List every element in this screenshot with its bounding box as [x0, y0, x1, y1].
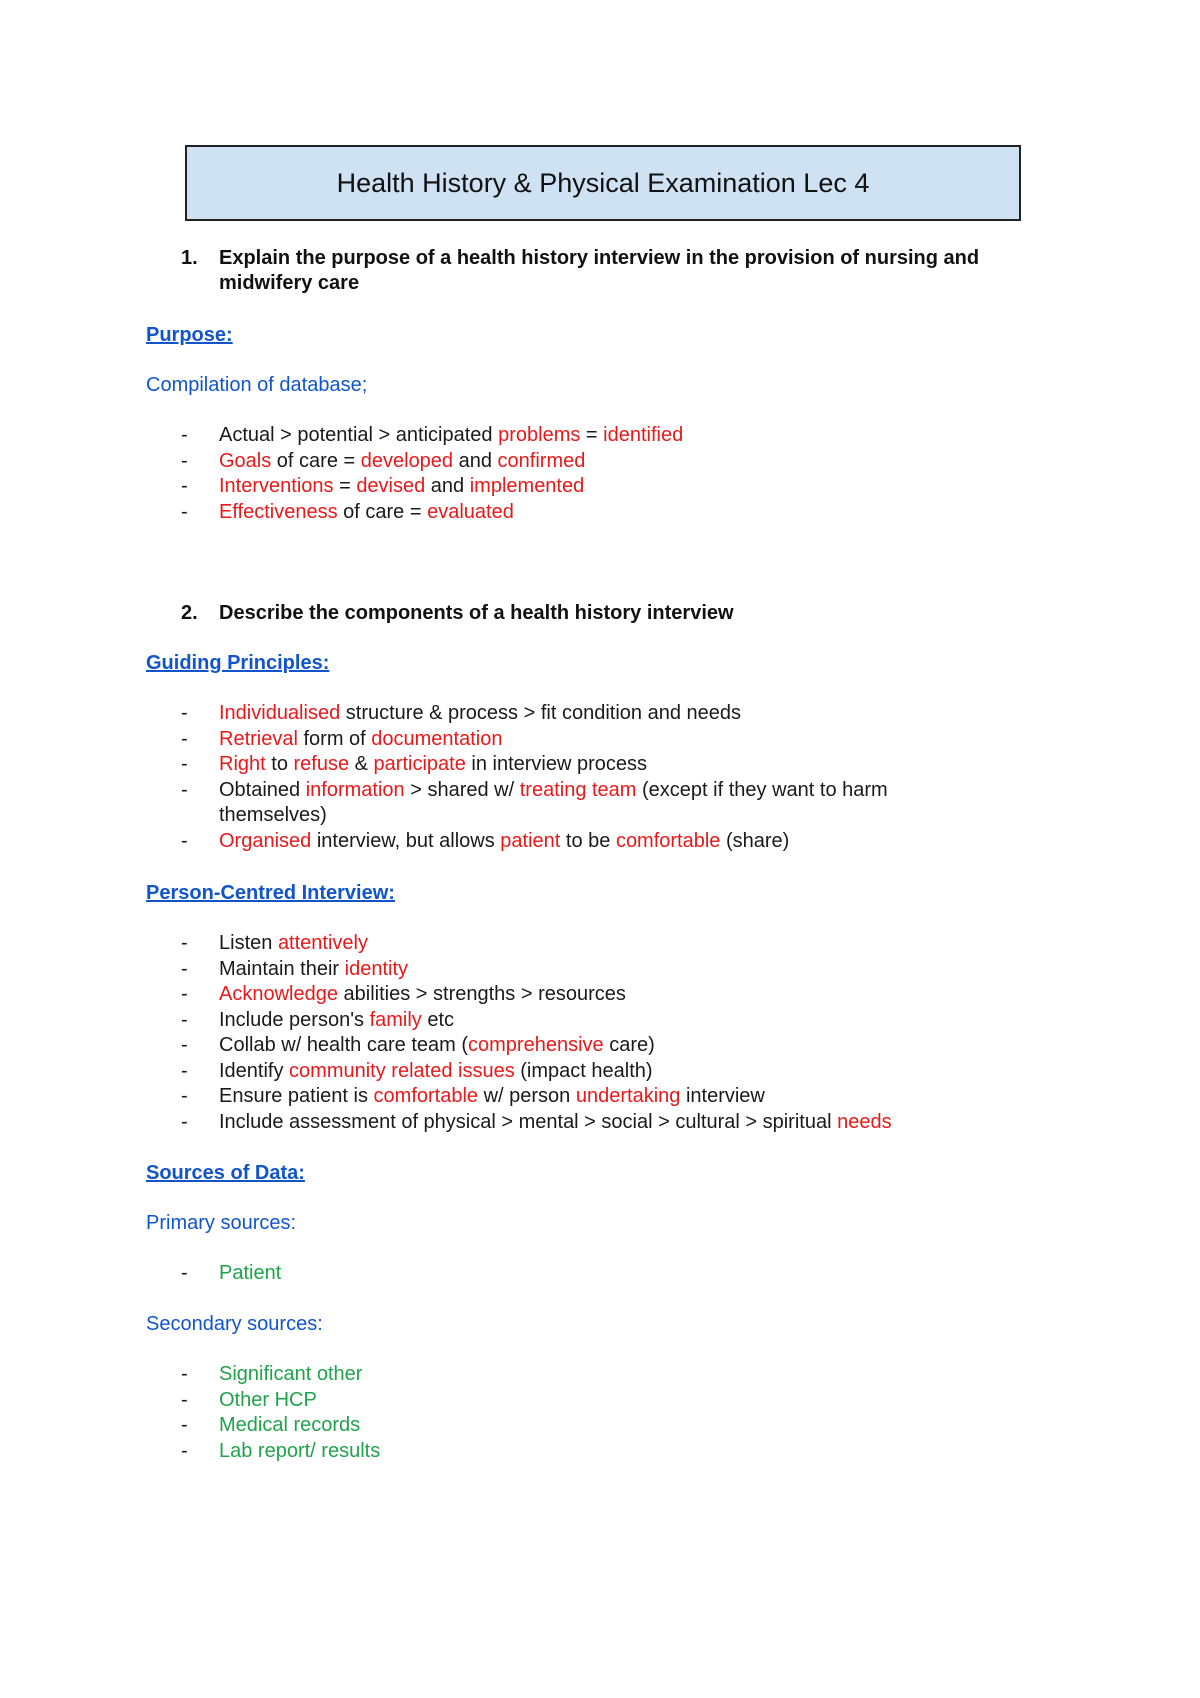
list-item	[181, 829, 1001, 855]
highlighted-term: treating team	[519, 778, 637, 801]
bullet-dash: -	[181, 449, 188, 472]
text-run: to be	[560, 829, 616, 852]
question-2	[181, 601, 1041, 626]
bullet-dash: -	[181, 1059, 188, 1082]
text-run: interview, but allows	[311, 829, 501, 852]
list-item	[181, 1362, 1001, 1388]
primary-sources-label: Primary sources:	[146, 1212, 297, 1234]
text-run: Ensure patient is	[219, 1085, 374, 1107]
highlighted-term: Retrieval	[219, 727, 298, 750]
list-item	[181, 957, 1001, 983]
bullet-dash: -	[181, 1034, 188, 1056]
text-run: &	[349, 753, 374, 775]
secondary-sources-label: Secondary sources:	[146, 1313, 323, 1335]
list-item	[181, 449, 1001, 475]
highlighted-term: needs	[837, 1110, 892, 1133]
text-run: Listen	[219, 932, 278, 954]
source-item: Significant other	[219, 1363, 363, 1385]
question-text: Explain the purpose of a health history interview in the provision of nursing and midwifery care	[219, 247, 980, 294]
bullet-dash: -	[181, 1008, 188, 1031]
list-item	[181, 701, 1001, 727]
bullet-dash: -	[181, 1363, 188, 1385]
bullet-dash: -	[181, 932, 188, 954]
list-item	[181, 1388, 1001, 1414]
question-number: 1.	[181, 247, 198, 269]
list-item	[181, 423, 1001, 449]
highlighted-term: family	[369, 1008, 422, 1031]
text-run: of care =	[271, 449, 361, 472]
text-run: =	[580, 424, 604, 446]
highlighted-term: devised	[356, 475, 426, 497]
sources-heading: Sources of Data:	[146, 1162, 305, 1184]
purpose-list	[181, 423, 1001, 525]
highlighted-term: Right	[219, 753, 266, 775]
text-run: in interview process	[465, 753, 648, 775]
list-item	[181, 982, 1001, 1008]
highlighted-term: identified	[603, 424, 684, 446]
highlighted-term: attentively	[277, 932, 368, 954]
bullet-dash: -	[181, 500, 188, 523]
bullet-dash: -	[181, 1262, 188, 1284]
highlighted-term: participate	[373, 753, 466, 775]
list-item	[181, 1033, 1001, 1059]
text-run: Collab w/ health care team (	[219, 1034, 469, 1056]
highlighted-term: identity	[344, 957, 408, 980]
text-run: Include assessment of physical > mental > social > cultural > spiritual	[219, 1110, 838, 1133]
text-run: form of	[297, 727, 372, 750]
text-run: w/ person	[478, 1085, 576, 1107]
person-centred-heading: Person-Centred Interview:	[146, 882, 395, 904]
list-item	[181, 1439, 1001, 1465]
guiding-principles-heading: Guiding Principles:	[146, 652, 330, 674]
bullet-dash: -	[181, 983, 188, 1005]
text-run: Actual > potential > anticipated	[219, 424, 499, 446]
highlighted-term: Acknowledge	[219, 983, 338, 1005]
highlighted-term: patient	[500, 829, 561, 852]
document-title: Health History & Physical Examination Lec 4	[185, 145, 1021, 221]
bullet-dash: -	[181, 1439, 188, 1462]
highlighted-term: undertaking	[575, 1085, 681, 1107]
list-item	[181, 500, 1001, 526]
highlighted-term: Individualised	[219, 702, 341, 724]
text-run: Include person's	[219, 1008, 370, 1031]
question-text: Describe the components of a health history interview	[219, 602, 734, 624]
text-run: structure & process > fit condition and needs	[340, 702, 741, 724]
list-item	[181, 727, 1001, 753]
bullet-dash: -	[181, 957, 188, 980]
list-item	[181, 778, 1001, 829]
text-run: Obtained	[219, 778, 306, 801]
bullet-dash: -	[181, 475, 188, 497]
list-item	[181, 1413, 1001, 1439]
highlighted-term: community related issues	[289, 1059, 515, 1082]
purpose-subtitle: Compilation of database;	[146, 374, 368, 396]
list-item	[181, 1008, 1001, 1034]
text-run: =	[333, 475, 357, 497]
text-run: > shared w/	[404, 778, 520, 801]
text-run: (except if they want to harm themselves)	[219, 778, 888, 826]
text-run: and	[453, 449, 498, 472]
list-item	[181, 1110, 1001, 1136]
highlighted-term: confirmed	[497, 449, 586, 472]
highlighted-term: developed	[360, 449, 454, 472]
bullet-dash: -	[181, 778, 188, 801]
list-item	[181, 931, 1001, 957]
text-run: Maintain their	[219, 957, 345, 980]
text-run: abilities > strengths > resources	[337, 983, 626, 1005]
highlighted-term: Goals	[219, 449, 272, 472]
source-item: Medical records	[219, 1414, 361, 1436]
highlighted-term: information	[305, 778, 405, 801]
highlighted-term: problems	[498, 424, 581, 446]
highlighted-term: comprehensive	[468, 1034, 604, 1056]
text-run: (share)	[720, 829, 790, 852]
source-item: Patient	[219, 1262, 282, 1284]
list-item	[181, 1059, 1001, 1085]
text-run: and	[425, 475, 470, 497]
text-run: care)	[603, 1034, 655, 1056]
list-item	[181, 752, 1001, 778]
bullet-dash: -	[181, 702, 188, 724]
purpose-heading: Purpose:	[146, 324, 233, 346]
highlighted-term: implemented	[469, 475, 585, 497]
highlighted-term: comfortable	[615, 829, 721, 852]
text-run: etc	[421, 1008, 455, 1031]
secondary-sources-list	[181, 1362, 1001, 1464]
guiding-principles-list	[181, 701, 1001, 854]
text-run: to	[265, 753, 294, 775]
highlighted-term: evaluated	[427, 500, 514, 523]
person-centred-list	[181, 931, 1001, 1135]
bullet-dash: -	[181, 829, 188, 852]
bullet-dash: -	[181, 424, 188, 446]
text-run: interview	[680, 1085, 765, 1107]
bullet-dash: -	[181, 1388, 188, 1411]
question-number: 2.	[181, 602, 198, 624]
highlighted-term: Organised	[219, 829, 312, 852]
primary-sources-list	[181, 1261, 1001, 1287]
source-item: Lab report/ results	[219, 1439, 381, 1462]
highlighted-term: comfortable	[373, 1085, 479, 1107]
bullet-dash: -	[181, 1085, 188, 1107]
text-run: of care =	[337, 500, 428, 523]
bullet-dash: -	[181, 1414, 188, 1436]
bullet-dash: -	[181, 1110, 188, 1133]
bullet-dash: -	[181, 753, 188, 775]
list-item	[181, 1261, 1001, 1287]
highlighted-term: Interventions	[219, 475, 334, 497]
highlighted-term: Effectiveness	[219, 500, 338, 523]
bullet-dash: -	[181, 727, 188, 750]
source-item: Other HCP	[219, 1388, 317, 1411]
highlighted-term: documentation	[371, 727, 503, 750]
question-1	[181, 246, 1041, 296]
list-item	[181, 474, 1001, 500]
text-run: (impact health)	[514, 1059, 653, 1082]
list-item	[181, 1084, 1001, 1110]
highlighted-term: refuse	[293, 753, 350, 775]
text-run: Identify	[219, 1059, 290, 1082]
